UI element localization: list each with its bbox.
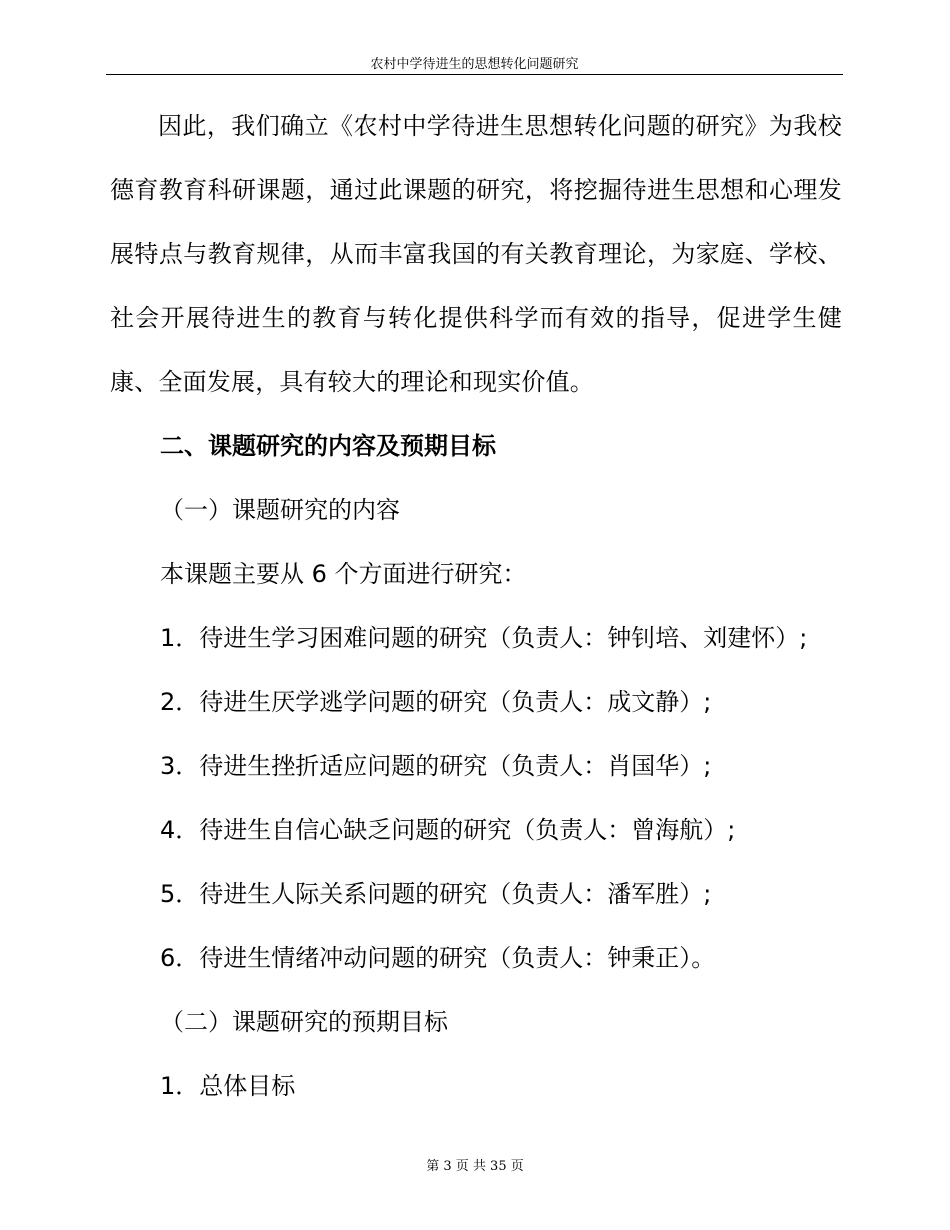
goal-heading: 1．总体目标: [160, 1072, 296, 1100]
list-item: 2．待进生厌学逃学问题的研究（负责人：成文静）;: [160, 688, 712, 716]
page-header-title: 农村中学待进生的思想转化问题研究: [370, 57, 579, 72]
page-footer-number: 第 3 页 共 35 页: [426, 1159, 524, 1174]
subsection-heading-goals: （二）课题研究的预期目标: [160, 1008, 448, 1036]
header-divider: [106, 74, 843, 75]
list-item: 6．待进生情绪冲动问题的研究（负责人：钟秉正）。: [160, 944, 716, 972]
list-item: 5．待进生人际关系问题的研究（负责人：潘军胜）;: [160, 880, 712, 908]
aspects-intro: 本课题主要从 6 个方面进行研究：: [160, 560, 527, 588]
list-item: 1．待进生学习困难问题的研究（负责人：钟钊培、刘建怀）;: [160, 624, 808, 652]
document-body: [110, 94, 842, 1118]
subsection-heading-content: （一）课题研究的内容: [160, 496, 400, 524]
section-heading: 二、课题研究的内容及预期目标: [160, 432, 496, 460]
intro-paragraph: 因此，我们确立《农村中学待进生思想转化问题的研究》为我校德育教育科研课题，通过此课题的研究，将挖掘待进生思想和心理发展特点与教育规律，从而丰富我国的有关教育理论，为家庭、学校、社会开展待进生的教育与转化提供科学而有效的指导，促进学生健康、全面发展，具有较大的理论和现实价值。: [110, 112, 842, 396]
list-item: 4．待进生自信心缺乏问题的研究（负责人：曾海航）;: [160, 816, 736, 844]
list-item: 3．待进生挫折适应问题的研究（负责人：肖国华）;: [160, 752, 712, 780]
